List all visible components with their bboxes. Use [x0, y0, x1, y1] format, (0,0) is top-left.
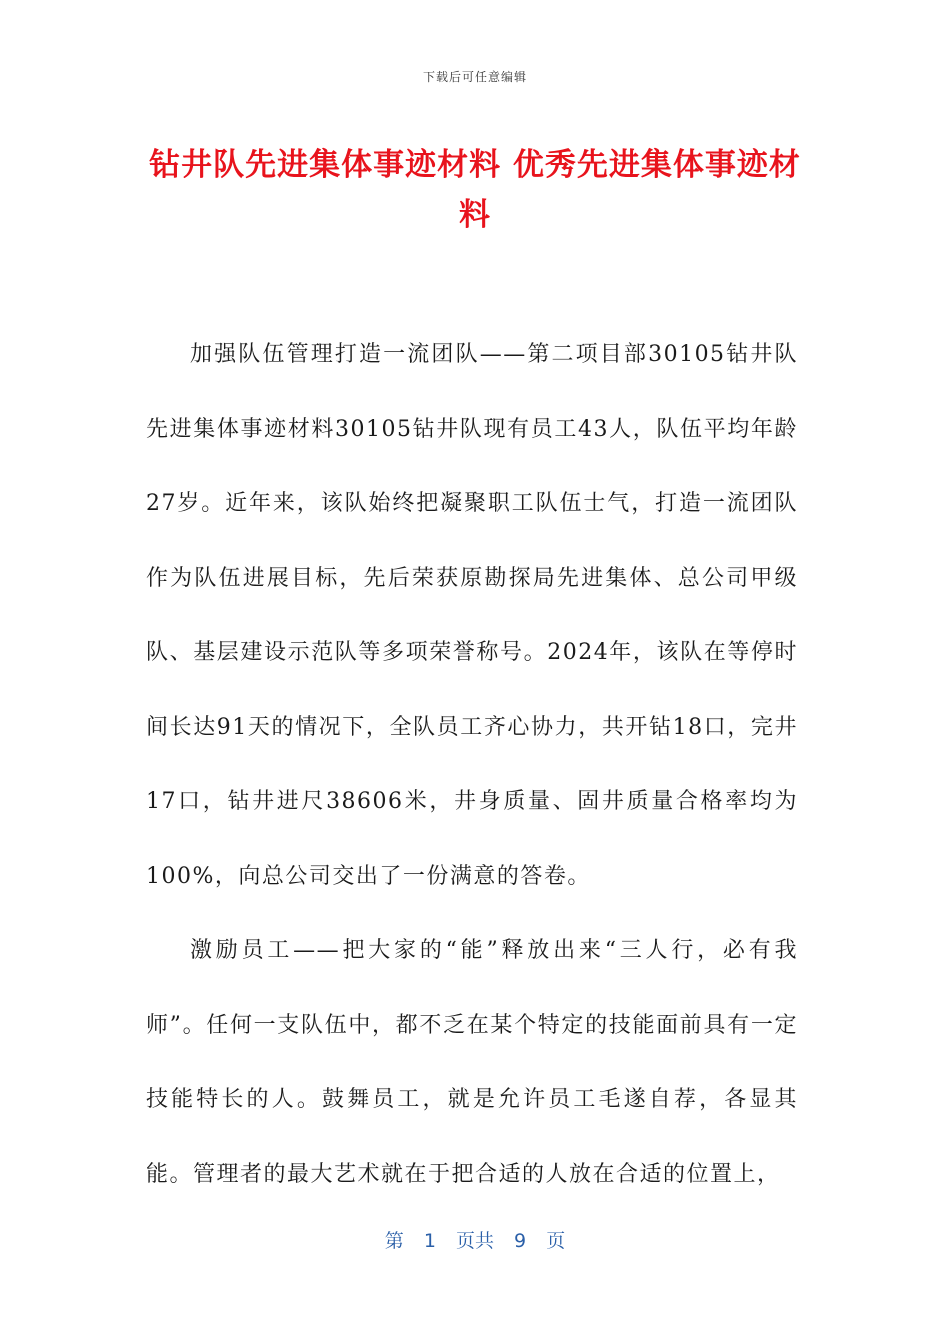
document-body — [146, 318, 798, 1212]
page-number-footer — [0, 1226, 950, 1253]
paragraph: 激励员工——把大家的“能”释放出来“三人行，必有我师”。任何一支队伍中，都不乏在某个特定的技能面前具有一定技能特长的人。鼓舞员工，就是允许员工毛遂自荐，各显其能。管理者的最大艺术就在于把合适的人放在合适的位置上， — [146, 938, 798, 1187]
document-title: 钻井队先进集体事迹材料 优秀先进集体事迹材料 — [149, 147, 801, 233]
page-suffix: 页 — [546, 1230, 566, 1252]
page-middle: 页共 — [455, 1230, 494, 1252]
header-note: 下载后可任意编辑 — [422, 70, 527, 84]
page-current: 1 — [423, 1230, 436, 1252]
page-total: 9 — [514, 1230, 527, 1252]
page-prefix: 第 — [384, 1230, 404, 1252]
paragraph: 加强队伍管理打造一流团队——第二项目部30105钻井队先进集体事迹材料30105钻井队现有员工43人，队伍平均年龄27岁。近年来，该队始终把凝聚职工队伍士气，打造一流团队作为队伍进展目标，先后荣获原勘探局先进集体、总公司甲级队、基层建设示范队等多项荣誉称号。2024年，该队在等停时间长达91天的情况下，全队员工齐心协力，共开钻18口，完井17口，钻井进尺38606米，井身质量、固井质量合格率均为100%，向总公司交出了一份满意的答卷。 — [146, 342, 798, 889]
